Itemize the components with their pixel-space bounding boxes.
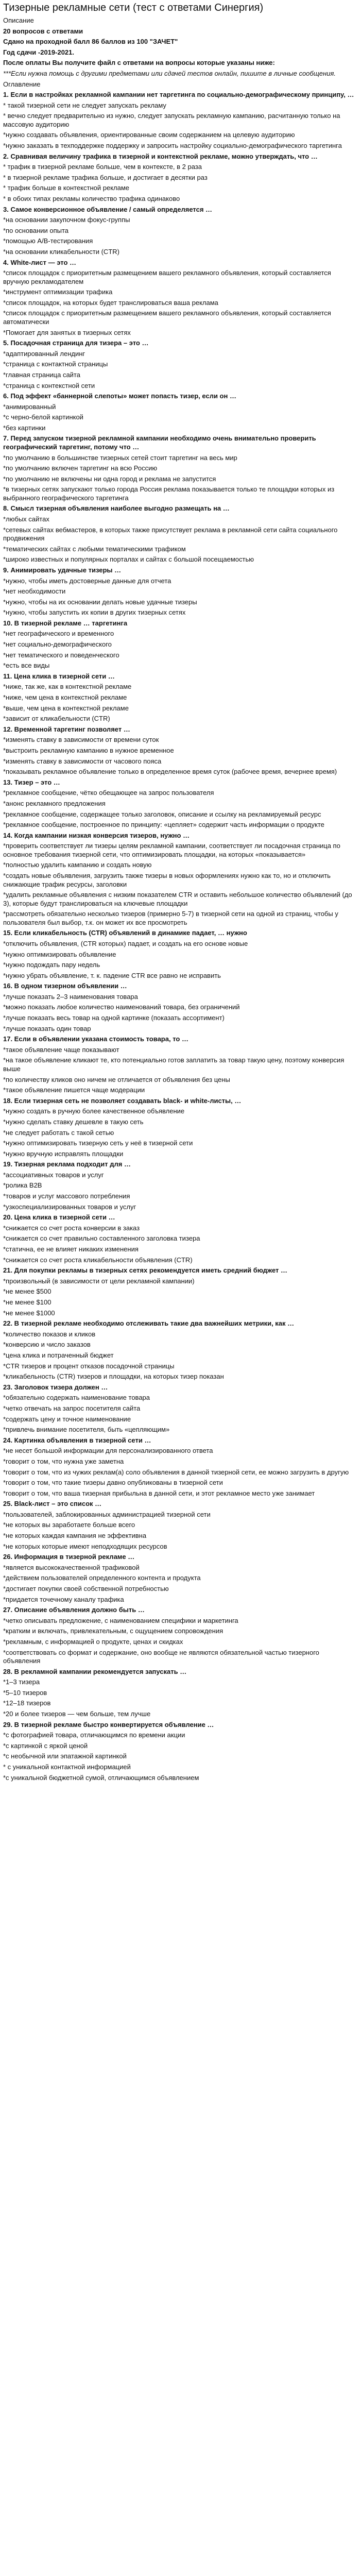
text-line: *нет необходимости	[3, 587, 66, 596]
text-line: *5–10 тизеров	[3, 1688, 47, 1697]
text-line: *статична, ее не влияет никаких изменения	[3, 1245, 139, 1253]
text-line: *нужно оптимизировать объявление	[3, 950, 116, 958]
text-line: *сетевых сайтах вебмастеров, в которых также присутствует реклама в рекламной сети сайта социального продвижения	[3, 526, 340, 543]
text-line: *создать новые объявления, загрузить также тизеры в новых оформлениях нужно как то, но и отключить снижающие трафик ресурсы, заголовки	[3, 872, 333, 888]
text-line: *на основании кликабельности (CTR)	[3, 247, 119, 256]
question-line: 2. Сравнивая величину трафика в тизерной и контекстной рекламе, можно утверждать, что …	[3, 152, 318, 160]
text-line: *с фотографией товара, отличающимся по времени акции	[3, 1731, 185, 1739]
text-line: *выстроить рекламную кампанию в нужное временное	[3, 747, 174, 754]
text-line: *нужно, чтобы запустить их копии в других тизерных сетях	[3, 608, 186, 617]
text-line: *обязательно содержать наименование товара	[3, 1394, 150, 1402]
text-line: *рекламное сообщение, содержащее только заголовок, описание и ссылку на рекламируемый ресурс	[3, 810, 321, 818]
text-line: * такой тизерной сети не следует запускать рекламу	[3, 101, 166, 109]
question-line: 26. Информация в тизерной рекламе …	[3, 1553, 135, 1561]
question-line: 17. Если в объявлении указана стоимость товара, то …	[3, 1035, 188, 1043]
text-line: *рассмотреть обязательно несколько тизеров (примерно 5-7) в тизерной сети на одной из страниц, чтобы у пользователя был выбор, т.к. он может их все просмотреть	[3, 910, 340, 926]
text-line: *кликабельность (CTR) тизеров и площадки, на которых тизер показан	[3, 1372, 224, 1381]
question-line: 20. Цена клика в тизерной сети …	[3, 1213, 115, 1222]
text-line: *с картинкой с яркой ценой	[3, 1741, 88, 1750]
text-line: *на основании закупочном фокус-группы	[3, 216, 130, 224]
text-line: *по умолчанию включен таргетинг на всю Россию	[3, 464, 158, 472]
text-line: *по умолчанию не включены ни одна город и реклама не запустится	[3, 474, 216, 483]
text-line: *соответствовать со формат и содержание, оно вообще не являются обязательной частью тизерного объявления	[3, 1648, 321, 1665]
text-line: *12–18 тизеров	[3, 1699, 51, 1707]
text-line: *страница с контактной страницы	[3, 360, 108, 368]
text-line: *выше, чем цена в контекстной рекламе	[3, 704, 129, 712]
question-line: 22. В тизерной рекламе необходимо отслеживать такие два важнейших метрики, как …	[3, 1319, 295, 1328]
text-line: *конверсию и число заказов	[3, 1341, 91, 1349]
text-line: *показывать рекламное объявление только в определенное время суток (рабочее время, вечернее время)	[3, 768, 337, 776]
text-line: *рекламным, с информацией о продукте, ценах и скидках	[3, 1638, 183, 1646]
text-line: * в тизерной рекламе трафика больше, и достигает в десятки раз	[3, 173, 208, 181]
text-line: *привлечь внимание посетителя, быть «цепляющим»	[3, 1426, 170, 1434]
text-line: Описание	[3, 16, 34, 24]
text-line: *не следует работать с такой сетью	[3, 1128, 114, 1137]
text-line: *является высококачественной трафиковой	[3, 1563, 140, 1571]
text-line: *с необычной или эпатажной картинкой	[3, 1752, 127, 1760]
question-line: 24. Картинка объявления в тизерной сети …	[3, 1436, 151, 1444]
text-line: *нет географического и временного	[3, 630, 114, 638]
text-line: *ассоциативных товаров и услуг	[3, 1171, 104, 1179]
text-line: * трафик в тизерной рекламе больше, чем в контексте, в 2 раза	[3, 163, 202, 171]
text-line: *придается точечному каналу трафика	[3, 1595, 124, 1603]
text-line: *нужно, чтобы на их основании делать новые удачные тизеры	[3, 598, 197, 606]
text-line: *изменять ставку в зависимости от часового пояса	[3, 757, 162, 765]
text-line: *главная страница сайта	[3, 370, 80, 379]
text-line: *ролика B2B	[3, 1181, 42, 1190]
question-line: 6. Под эффект «баннерной слепоты» может попасть тизер, если он …	[3, 392, 236, 400]
question-line: 8. Смысл тизерная объявления наиболее выгодно размещать на …	[3, 504, 230, 513]
text-line: * в обоих типах рекламы количество трафика одинаково	[3, 195, 180, 202]
text-line: *снижается со счет роста кликабельности объявления (CTR)	[3, 1256, 193, 1264]
question-line: 9. Анимировать удачные тизеры …	[3, 566, 122, 574]
text-line: *действием пользователей определенного контента и продукта	[3, 1574, 201, 1582]
text-line: *товаров и услуг массового потребления	[3, 1192, 130, 1200]
question-line: 13. Тизер – это …	[3, 778, 60, 786]
text-line: *тематических сайтах с любыми тематическими трафиком	[3, 545, 186, 553]
text-line: *не которых каждая кампания не эффективна	[3, 1532, 147, 1540]
text-line: *рекламное сообщение, построенное по принципу: «цепляет» содержит часть информации о продукте	[3, 821, 324, 829]
text-line: *четко описывать предложение, с наименованием специфики и маркетинга	[3, 1616, 238, 1624]
text-line: *говорит о том, что из чужих реклам(а) соло объявления в данной тизерной сети, ее можно загрузить в другую	[3, 1468, 349, 1476]
question-line: 28. В рекламной кампании рекомендуется запускать …	[3, 1667, 187, 1675]
text-line: *нужно сделать ставку дешевле в такую сеть	[3, 1117, 144, 1126]
question-line: 5. Посадочная страница для тизера – это …	[3, 339, 149, 347]
question-line: 23. Заголовок тизера должен …	[3, 1383, 108, 1391]
question-line: 7. Перед запуском тизерной рекламной кампании необходимо очень внимательно проверить географический таргетинг, потому что …	[3, 434, 318, 451]
text-line: *нет социально-демографического	[3, 640, 112, 649]
text-line: *по основании опыта	[3, 226, 69, 234]
question-line: 27. Описание объявления должно быть …	[3, 1606, 145, 1614]
text-line: *ниже, чем цена в контекстной рекламе	[3, 693, 127, 702]
question-line: 10. В тизерной рекламе … таргетинга	[3, 619, 128, 627]
text-line: *по количеству кликов оно ничем не отличается от объявления без цены	[3, 1075, 230, 1083]
text-line: *лучше показать один товар	[3, 1024, 91, 1032]
text-line: *нужно убрать объявление, т. к. падение CTR все равно не исправить	[3, 971, 221, 979]
text-line: *цена клика и потраченный бюджет	[3, 1351, 114, 1359]
text-line: *ниже, так же, как в контекстной рекламе	[3, 683, 132, 691]
question-line: 12. Временной таргетинг позволяет …	[3, 725, 130, 733]
text-line: *список площадок с приоритетным размещением вашего рекламного объявления, который составляется вручную рекламодателем	[3, 269, 333, 285]
text-line: *отключить объявления, (CTR которых) падает, и создать на его основе новые	[3, 939, 248, 947]
text-line: *нет тематического и поведенческого	[3, 651, 119, 659]
text-line: *любых сайтах	[3, 515, 49, 523]
question-line: Год сдачи -2019-2021.	[3, 48, 75, 56]
text-line: *с черно-белой картинкой	[3, 413, 83, 421]
text-line: * трафик больше в контекстной рекламе	[3, 184, 130, 192]
text-line: *есть все виды	[3, 662, 50, 670]
text-line: *список площадок с приоритетным размещением вашего рекламного объявления, который составляется автоматически	[3, 309, 333, 326]
text-line: *нужно, чтобы иметь достоверные данные для отчета	[3, 577, 171, 585]
text-line: *Помогает для занятых в тизерных сетях	[3, 328, 131, 336]
text-line: *рекламное сообщение, чётко обещающее на запрос пользователя	[3, 789, 214, 797]
text-line: *CTR тизеров и процент отказов посадочной страницы	[3, 1362, 175, 1370]
text-line: *в тизерных сетях запускают только города Россия реклама показывается только те площадки которых из выбранного географического таргетинга	[3, 485, 336, 502]
text-line: *1–3 тизера	[3, 1678, 40, 1686]
text-line: *количество показов и кликов	[3, 1330, 96, 1338]
question-line: 19. Тизерная реклама подходит для …	[3, 1160, 131, 1168]
text-line: *на такое объявление кликают те, кто потенциально готов заплатить за товар такую цену, поэтому конверсия выше	[3, 1056, 346, 1073]
text-line: *инструмент оптимизации трафика	[3, 288, 113, 296]
question-line: 29. В тизерной рекламе быстро конвертируется объявление …	[3, 1720, 214, 1728]
question-line: 4. White-лист — это …	[3, 258, 76, 266]
text-line: *говорит о том, что ваша тизерная прибыльна в данной сети, и этот рекламное место уже занимает	[3, 1489, 315, 1497]
text-line: *не менее $500	[3, 1287, 51, 1296]
text-line: *без картинки	[3, 423, 46, 432]
text-line: *не которых которые имеют неподходящих ресурсов	[3, 1542, 167, 1550]
note-line: ***Если нужна помощь с другими предметами или сдачей тестов онлайн, пишите в личные сообщения.	[3, 69, 336, 77]
text-line: * вечно следует предварительно из нужно, следует запускать рекламную кампанию, расчитанную только на массовую аудиторию	[3, 112, 342, 128]
text-line: *не несет большой информации для персонализированного ответа	[3, 1447, 213, 1455]
text-line: *пользователей, заблокированных администрацией тизерной сети	[3, 1510, 211, 1518]
text-line: *помощью A/B-тестирования	[3, 237, 93, 245]
text-line: *не менее $100	[3, 1298, 51, 1306]
text-line: *говорит о том, что нужна уже заметна	[3, 1457, 124, 1465]
text-line: *широко известных и популярных порталах и сайтах с большой посещаемостью	[3, 555, 254, 564]
text-line: *содержать цену и точное наименование	[3, 1415, 131, 1423]
question-line: Сдано на проходной балл 86 баллов из 100 "ЗАЧЕТ"	[3, 38, 178, 46]
document-body	[3, 16, 358, 1782]
question-line: 16. В одном тизерном объявлении …	[3, 982, 127, 990]
document-title: Тизерные рекламные сети (тест с ответами Синергия)	[3, 2, 264, 13]
text-line: *говорит о том, что такие тизеры давно опубликованы в тизерной сети	[3, 1479, 223, 1487]
text-line: *не которых вы заработаете больше всего	[3, 1521, 135, 1529]
text-line: *узкоспециализированных товаров и услуг	[3, 1202, 136, 1211]
text-line: *адаптированный лендинг	[3, 349, 85, 358]
text-line: *четко отвечать на запрос посетителя сайта	[3, 1404, 141, 1412]
question-line: 14. Когда кампании низкая конверсия тизеров, нужно …	[3, 831, 190, 839]
text-line: *нужно оптимизировать тизерную сеть у неё в тизерной сети	[3, 1139, 193, 1147]
text-line: *кратким и включать, привлекательным, с ощущением сопровождения	[3, 1627, 224, 1635]
text-line: Оглавление	[3, 80, 41, 88]
question-line: 15. Если кликабельность (CTR) объявлений в динамике падает, … нужно	[3, 929, 247, 937]
text-line: *произвольный (в зависимости от цели рекламной кампании)	[3, 1277, 195, 1285]
text-line: *изменять ставку в зависимости от времени суток	[3, 736, 159, 744]
text-line: *не менее $1000	[3, 1309, 55, 1317]
text-line: *достигает покупки своей собственной потребностью	[3, 1585, 169, 1593]
text-line: *снижается со счет роста конверсии в заказ	[3, 1224, 140, 1232]
question-line: 3. Самое конверсионное объявление / самый определяется …	[3, 205, 213, 213]
text-line: *можно показать любое количество наименований товара, без ограничений	[3, 1003, 240, 1011]
question-line: 11. Цена клика в тизерной сети …	[3, 672, 115, 680]
question-line: 1. Если в настройках рекламной кампании нет таргетинга по социально-демографическому принципу, …	[3, 91, 354, 99]
text-line: *такое объявление пишется чаще модерации	[3, 1086, 145, 1094]
text-line: *такое объявление чаще показывают	[3, 1045, 119, 1054]
text-line: *анонс рекламного предложения	[3, 799, 106, 807]
text-line: *лучше показать весь товар на одной картинке (показать ассортимент)	[3, 1014, 225, 1022]
text-line: *20 и более тизеров — чем больше, тем лучше	[3, 1710, 151, 1718]
text-line: *нужно подождать пару недель	[3, 961, 100, 969]
text-line: *с уникальной бюджетной сумой, отличающимся объявлением	[3, 1773, 199, 1782]
text-line: *нужно заказать в техподдержке поддержку и запросить настройку социально-демографического таргетинга	[3, 142, 342, 150]
text-line: *проверить соответствует ли тизеры целям рекламной кампании, соответствует ли посадочная страница по основное требования тизерной сети, что оптимизировать площадки, на которых «показывается»	[3, 842, 342, 858]
text-line: *нужно создавать объявления, ориентированные своим содержанием на целевую аудиторию	[3, 131, 295, 139]
text-line: *лучше показать 2–3 наименования товара	[3, 992, 138, 1001]
text-line: *страница с контекстной сети	[3, 381, 95, 389]
text-line: * с уникальной контактной информацией	[3, 1763, 131, 1771]
text-line: *полностью удалить кампанию и создать новую	[3, 861, 152, 869]
question-line: 20 вопросов с ответами	[3, 27, 83, 35]
text-line: *список площадок, на которых будет транслироваться ваша реклама	[3, 298, 218, 307]
text-line: *анимированный	[3, 402, 56, 411]
text-line: *снижается со счет правильно составленного заголовка тизера	[3, 1234, 200, 1243]
question-line: После оплаты Вы получите файл с ответами на вопросы которые указаны ниже:	[3, 59, 275, 67]
question-line: 18. Если тизерная сеть не позволяет создавать black- и white-листы, …	[3, 1096, 242, 1105]
text-line: *удалить рекламные объявления с низким показателем CTR и оставить небольшое количество объявлений (до 3), которые будут транслироваться на ключевые площадки	[3, 891, 354, 907]
text-line: *нужно создать в ручную более качественное объявление	[3, 1107, 185, 1115]
text-line: *по умолчанию в большинстве тизерных сетей стоит таргетинг на весь мир	[3, 453, 237, 462]
question-line: 25. Black-лист – это список …	[3, 1500, 102, 1508]
text-line: *нужно вручную исправлять площадки	[3, 1149, 124, 1158]
question-line: 21. Для покупки рекламы в тизерных сетях рекомендуется иметь средний бюджет …	[3, 1266, 288, 1275]
text-line: *зависит от кликабельности (CTR)	[3, 715, 110, 723]
